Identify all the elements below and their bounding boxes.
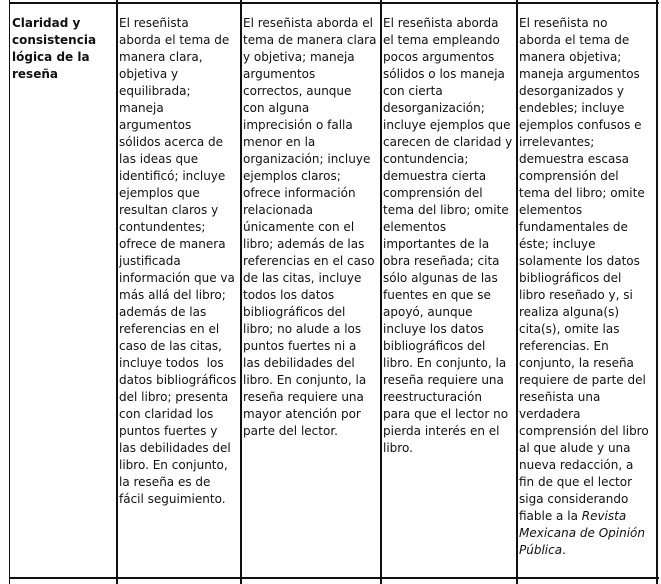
journal-suffix: . [562, 543, 566, 557]
column-divider [116, 0, 118, 584]
row-divider-top [9, 2, 659, 4]
column-divider [9, 0, 10, 584]
level-excellent-cell: El reseñista aborda el tema de manera clara, objetiva y equilibrada; maneja argumentos sólidos acerca de las ideas que identificó; incluye ejemplos que resultan claros y contundentes; ofrece de manera justificada información que va más allá del libro; además de las referencias en el caso de las citas, incluye todos los datos bibliográficos del libro; presenta con claridad los puntos fuertes y las debilidades del libro. En conjunto, la reseña es de fácil seguimiento. [119, 16, 237, 506]
column-divider [516, 0, 518, 584]
row-divider-bottom [9, 577, 659, 579]
criterion-cell: Claridad y consistencia lógica de la reseña [12, 16, 97, 81]
column-divider [240, 0, 242, 584]
level-fair-cell: El reseñista aborda el tema empleando pocos argumentos sólidos o los maneja con cierta desorganización; incluye ejemplos que carecen de claridad y contundencia; demuestra cierta comprensión del tema del libro; omite elementos importantes de la obra reseñada; cita sólo algunas de las fuentes en que se apoyó, aunque incluye los datos bibliográficos del libro. En conjunto, la reseña requiere una reestructuración para que el lector no pierda interés en el libro. [383, 16, 513, 455]
level-poor-text: El reseñista no aborda el tema de manera objetiva; maneja argumentos desorganizados y endebles; incluye ejemplos confusos e irrelevantes; demuestra escasa comprensión del tema del libro; omite elementos fundamentales de éste; incluye solamente los datos bibliográficos del libro reseñado y, si realiza alguna(s) cita(s), omite las referencias. En conjunto, la reseña requiere de parte del reseñista una verdadera comprensión del libro al que alude y una nueva redacción, a fin de que el lector siga considerando fiable a la [519, 16, 649, 523]
level-poor-cell [519, 15, 649, 559]
level-good-cell: El reseñista aborda el tema de manera clara y objetiva; maneja argumentos correctos, aunque con alguna imprecisión o falla menor en la organización; incluye ejemplos claros; ofrece información relacionada únicamente con el libro; además de las referencias en el caso de las citas, incluye todos los datos bibliográficos del libro; no alude a los puntos fuertes ni a las debilidades del libro. En conjunto, la reseña requiere una mayor atención por parte del lector. [243, 16, 377, 438]
column-divider [380, 0, 382, 584]
journal-name: Revista Mexicana de Opinión Pública [519, 509, 645, 557]
column-divider [656, 0, 658, 584]
